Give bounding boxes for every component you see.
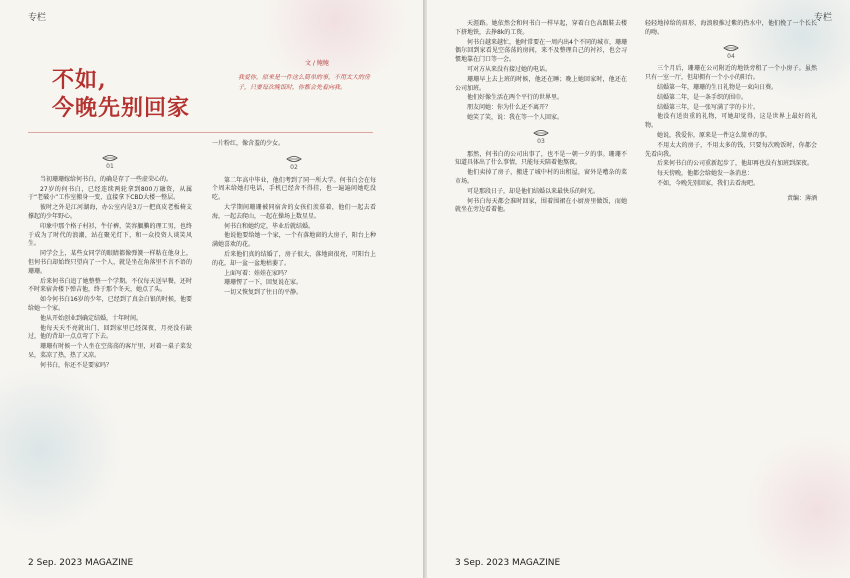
title-divider bbox=[28, 132, 373, 133]
title-line: 今晚先别回家 bbox=[52, 95, 191, 121]
paragraph: 何书白越来越忙，他时常要在一周内出4个不同的城市，珊珊偶尔回到家看见空荡荡的房间，来不及整理自己的衬衫，也会习惯地靠在门口等一会。 bbox=[455, 38, 627, 64]
leaf-ornament-icon bbox=[102, 154, 118, 162]
paragraph: 轻轻地掉给的眉形，海浪般推过紫的热水中，他们挽了一个长长的吻。 bbox=[645, 20, 817, 36]
text-column-2 bbox=[212, 140, 376, 299]
paragraph: 结婚第一年，珊珊的生日礼物是一束向日葵。 bbox=[657, 83, 778, 91]
paragraph: 可是那段日子，却是他们结婚以来最快乐的时光。 bbox=[467, 187, 600, 195]
text-column-3 bbox=[455, 20, 627, 216]
issue-label: Sep. 2023 MAGAZINE bbox=[36, 558, 134, 568]
leaf-ornament-icon bbox=[286, 155, 302, 163]
article-title bbox=[52, 66, 190, 122]
watercolor-wash bbox=[747, 430, 850, 578]
paragraph: 当初珊珊嫁给何书白，的确是存了一些虚荣心的。 bbox=[40, 175, 173, 183]
paragraph: 她说，我爱你，原来是一件这么简单的事。 bbox=[657, 131, 772, 139]
author-credit: 文 / 鲍鲍 bbox=[305, 60, 329, 67]
paragraph: 何书白，你还不是要家吗？ bbox=[40, 361, 113, 369]
watercolor-wash bbox=[0, 360, 120, 540]
section-marker bbox=[455, 129, 627, 147]
text-column-4 bbox=[645, 20, 817, 205]
leaf-ornament-icon bbox=[723, 44, 739, 52]
paragraph: 珊珊有时候一个人坐在空荡荡的客厅里，对着一桌子菜发呆，菜凉了热，热了又凉。 bbox=[28, 343, 192, 359]
paragraph: 大学期间珊珊被同宿舍的女孩们羡慕着，他们一起去看海，一起去爬山，一起在操场上数星星。 bbox=[212, 203, 376, 220]
paragraph: 朋友问她：你为什么还不离开？ bbox=[467, 104, 552, 112]
issue-label: Sep. 2023 MAGAZINE bbox=[463, 558, 561, 568]
leaf-ornament-icon bbox=[533, 129, 549, 137]
paragraph: 可对方从来没有接过她的电话。 bbox=[467, 65, 552, 73]
paragraph: 那然，何书白的公司出事了，也不是一朝一夕的事。珊珊不知道具体出了什么事情，只能每天陪着他熬夜。 bbox=[455, 150, 627, 167]
paragraph: 如今何书白16岁的少年，已经到了真金白银的时候，他要给她一个家。 bbox=[28, 296, 192, 312]
page-header: 专栏 bbox=[28, 13, 47, 23]
title-line: 不如, bbox=[52, 67, 107, 93]
paragraph: 上面写着：娃娃在家吗？ bbox=[224, 269, 291, 277]
section-number: 01 bbox=[106, 163, 114, 170]
section-number: 04 bbox=[727, 52, 735, 60]
paragraph: 珊珊愣了一下，回复说在家。 bbox=[224, 279, 303, 287]
section-marker bbox=[212, 155, 376, 173]
paragraph: 珊珊早上去上班的时候，他还在睡；晚上她回家时，他还在公司加班。 bbox=[455, 75, 627, 92]
paragraph: 他说他要给她一个家，一个有落地窗的大房子，阳台上种满她喜欢的花。 bbox=[212, 232, 376, 249]
paragraph: 三个月后，珊珊在公司附近的地铁旁租了一个小房子。虽然只有一室一厅，但却拥有一个小小的阳台。 bbox=[645, 65, 817, 82]
left-page bbox=[0, 0, 423, 578]
paragraph: 第二年高中毕业，他们考到了同一所大学。何书白会在每个周末给她打电话，手机已经舍不得挂，也一遍遍问她吃没吃。 bbox=[212, 176, 376, 202]
page-footer bbox=[455, 558, 560, 568]
paragraph: 他没有送贵重的礼物，可她却觉得，这是世界上最好的礼物。 bbox=[645, 113, 817, 130]
paragraph: 天涯路。她依然会和何书白一样早起，穿着白色高跟鞋去楼下挤地铁，去挣8k的工资。 bbox=[455, 20, 627, 36]
watercolor-wash bbox=[250, 0, 420, 80]
paragraph: 后来何书白追了她整整一个学期。不仅每天送早餐，还时不时来宿舍楼下弹吉他，终于那个冬天，她点了头。 bbox=[28, 277, 192, 294]
paragraph: 同学会上，某些女同学的眼睛都像弹簧一样粘在他身上，但何书白却始终只望向了一个人，就是坐在角落里不言不语的珊珊。 bbox=[28, 250, 192, 275]
paragraph: 不用太大的房子，不用太多的钱，只要每次晚饭时，你都会先看向我。 bbox=[645, 141, 817, 158]
paragraph: 他们好像生活在两个平行的世界里。 bbox=[467, 94, 564, 102]
paragraph: 一片粉红，像含羞的少女。 bbox=[212, 140, 285, 147]
page-header: 专栏 bbox=[813, 13, 832, 23]
page-number: 2 bbox=[28, 558, 34, 568]
paragraph: 她笑了笑，说：我在等一个人回家。 bbox=[467, 113, 564, 121]
section-marker bbox=[645, 44, 817, 62]
right-page bbox=[427, 0, 850, 578]
paragraph: 印象中那个格子村衫，牛仔裤，笑容腼腆的理工男，也终于成为了时代的浪潮，站在聚光灯下，和一众投资人谈笑风生。 bbox=[28, 222, 192, 248]
intro-blurb: 我爱你，原来是一件这么简单的事，不用太大的房子，只要每次晚饭时，你都会先看向我。 bbox=[238, 74, 371, 91]
paragraph: 结婚第三年，是一张写满了字的卡片。 bbox=[657, 103, 760, 111]
paragraph: 何书白和她约定，毕业后就结婚。 bbox=[224, 222, 315, 230]
section-number: 03 bbox=[537, 137, 545, 145]
page-number: 3 bbox=[455, 558, 461, 568]
paragraph: 27岁的何书白，已经连续两轮拿到800万融资，从属于“老破小”工作室搬身一变，直接拿下CBD大楼一整层。 bbox=[28, 185, 192, 202]
paragraph: 结婚第二年，是一条手织的围巾。 bbox=[657, 93, 748, 101]
paragraph: 他每天天不亮就出门，回到家里已经深夜，月亮没有缺过，他的背却一点点弯了下去。 bbox=[28, 324, 192, 341]
paragraph: 他们卖掉了房子，搬进了城中村的出租屋，窗外是嘈杂的菜市场。 bbox=[455, 169, 627, 185]
editor-signature: 责编：薄酒 bbox=[786, 194, 817, 202]
page-footer bbox=[28, 558, 133, 568]
paragraph: 一切又恢复到了往日的平静。 bbox=[224, 289, 303, 297]
text-column-1 bbox=[28, 148, 192, 372]
paragraph: 后来他们真的结婚了，房子很大，落地窗很亮，可阳台上的花，却一盆一盆地枯萎了。 bbox=[212, 250, 376, 267]
paragraph: 何书白每天都会准时回家，围着围裙在小厨房里做饭，而她就坐在旁边看着他。 bbox=[455, 197, 627, 214]
paragraph: 他从开始创业到确定结婚，十年时间。 bbox=[40, 314, 143, 322]
section-number: 02 bbox=[290, 163, 298, 171]
paragraph: 彼时之外是江河湖海，办公室内是3万一把真皮老板椅支撑起的少年野心。 bbox=[28, 204, 192, 220]
paragraph: 不如，今晚先别回家，我们去看海吧。 bbox=[657, 179, 760, 187]
paragraph: 后来何书白的公司重新起步了，他却再也没有加班到深夜。 bbox=[657, 160, 814, 168]
paragraph: 每天傍晚，他都会给她发一条消息： bbox=[657, 170, 754, 178]
section-marker bbox=[28, 154, 192, 172]
